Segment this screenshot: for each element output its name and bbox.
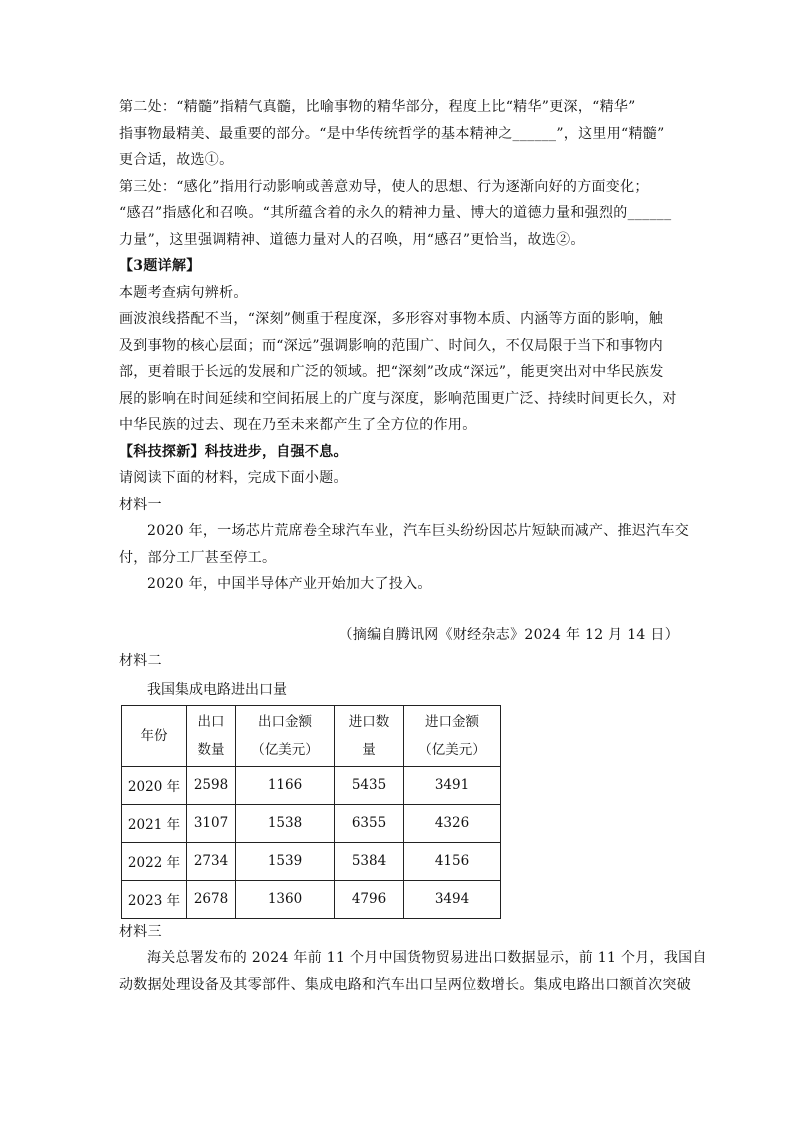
paragraph-line: 画波浪线搭配不当，“深刻”侧重于程度深，多形容对事物本质、内涵等方面的影响，触 (119, 311, 664, 327)
table-row (122, 842, 501, 880)
paragraph-line: 本题考查病句辨析。 (119, 284, 248, 301)
paragraph-line: 第二处：“精髓”指精气真髓，比喻事物的精华部分，程度上比“精华”更深，“精华” (119, 99, 636, 115)
table-cell: 4156 (404, 842, 501, 880)
table-caption: 我国集成电路进出口量 (147, 681, 287, 698)
instruction-text: 请阅读下面的材料，完成下面小题。 (119, 470, 348, 486)
material3-line: 动数据处理设备及其零部件、集成电路和汽车出口呈两位数增长。集成电路出口额首次突破 (119, 976, 691, 993)
table-cell: 2598 (187, 766, 236, 804)
material3-line: 海关总署发布的 2024 年前 11 个月中国货物贸易进出口数据显示，前 11 个月，我国自 (147, 950, 707, 966)
table-header-row (122, 705, 501, 766)
header-cell: 出口金额 （亿美元） (236, 705, 335, 766)
table-cell: 1166 (236, 766, 335, 804)
header-cell: 出口 数量 (187, 705, 236, 766)
paragraph-line: 更合适，故选①。 (119, 152, 234, 168)
table-cell: 2020 年 (122, 766, 187, 804)
table-cell: 3107 (187, 804, 236, 842)
table-cell: 3494 (404, 880, 501, 918)
table-row (122, 804, 501, 842)
trade-table (121, 705, 501, 919)
table-row (122, 880, 501, 918)
material2-title: 材料二 (119, 653, 162, 669)
table-cell: 4326 (404, 804, 501, 842)
theme-heading: 【科技探新】科技进步，自强不息。 (119, 443, 348, 460)
table-cell: 5384 (335, 842, 404, 880)
table-cell: 2021 年 (122, 804, 187, 842)
header-cell: 进口金额 （亿美元） (404, 705, 501, 766)
table-cell: 1360 (236, 880, 335, 918)
paragraph-line: 指事物最精美、最重要的部分。“是中华传统哲学的基本精神之______”，这里用“精髓” (119, 125, 665, 142)
table-cell: 2678 (187, 880, 236, 918)
table-cell: 1538 (236, 804, 335, 842)
table-cell: 6355 (335, 804, 404, 842)
material1-line: 付，部分工厂甚至停工。 (119, 549, 277, 566)
material1-title: 材料一 (119, 496, 162, 513)
paragraph-line: 力量”，这里强调精神、道德力量对人的召唤，用“感召”更恰当，故选②。 (119, 231, 585, 248)
paragraph-line: 展的影响在时间延续和空间拓展上的广度与深度，影响范围更广泛、持续时间更长久，对 (119, 390, 677, 407)
table-cell: 1539 (236, 842, 335, 880)
header-cell: 年份 (122, 705, 187, 766)
paragraph-line: 中华民族的过去、现在乃至未来都产生了全方位的作用。 (119, 417, 477, 433)
table-cell: 2023 年 (122, 880, 187, 918)
material1-line: 2020 年，中国半导体产业开始加大了投入。 (147, 576, 432, 592)
table-cell: 5435 (335, 766, 404, 804)
paragraph-line: “感召”指感化和召唤。“其所蕴含着的永久的精神力量、博大的道德力量和强烈的______ (119, 205, 672, 221)
paragraph-line: 及到事物的核心层面；而“深远”强调影响的范围广、时间久，不仅局限于当下和事物内 (119, 337, 664, 354)
paragraph-line: 第三处：“感化”指用行动影响或善意劝导，使人的思想、行为逐渐向好的方面变化； (119, 178, 649, 195)
paragraph-line: 部，更着眼于长远的发展和广泛的领域。把“深刻”改成“深远”，能更突出对中华民族发 (119, 364, 664, 380)
table-cell: 4796 (335, 880, 404, 918)
header-cell: 进口数 量 (335, 705, 404, 766)
material3-title: 材料三 (119, 923, 162, 940)
document-body (119, 94, 707, 998)
table-cell: 3491 (404, 766, 501, 804)
material1-line: 2020 年，一场芯片荒席卷全球汽车业，汽车巨头纷纷因芯片短缺而减产、推迟汽车交 (147, 523, 690, 539)
table-cell: 2022 年 (122, 842, 187, 880)
table-cell: 2734 (187, 842, 236, 880)
material1-source: （摘编自腾讯网《财经杂志》2024 年 12 月 14 日） (338, 626, 679, 643)
table-row (122, 766, 501, 804)
section-heading: 【3题详解】 (119, 258, 201, 274)
